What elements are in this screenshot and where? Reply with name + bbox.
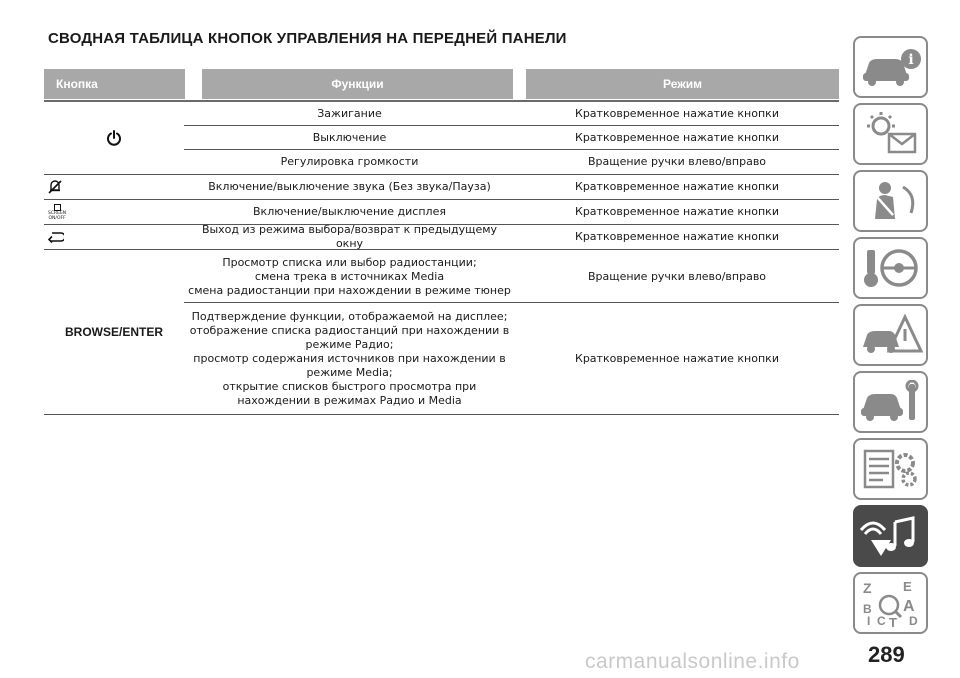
mode-cell: Кратковременное нажатие кнопки [575, 180, 779, 193]
table-row [184, 150, 839, 174]
index-letter: I [866, 614, 870, 628]
tab-index[interactable] [853, 572, 928, 634]
function-line: смена трека в источниках Media [254, 269, 445, 283]
emergency-icon [859, 313, 923, 357]
table-row [44, 200, 839, 225]
index-letter: Z [862, 580, 872, 596]
header-button: Кнопка [44, 69, 185, 99]
function-cell: Включение/выключение дисплея [253, 205, 446, 218]
function-line: открытие списков быстрого просмотра при [222, 379, 477, 393]
table-row [184, 250, 839, 303]
seatbelt-airbag-icon [859, 179, 923, 223]
page-number: 289 [868, 642, 905, 667]
mode-cell: Кратковременное нажатие кнопки [575, 205, 779, 218]
power-icon [106, 130, 122, 146]
function-cell [184, 250, 515, 303]
function-line: режиме Радио; [305, 337, 394, 351]
table-row [184, 303, 839, 414]
mode-cell: Вращение ручки влево/вправо [587, 269, 767, 283]
function-cell: Зажигание [317, 107, 382, 120]
function-line: отображение списка радиостанций при нахождении в [189, 323, 510, 337]
header-function: Функции [202, 69, 513, 99]
screen-icon-label: SCREEN [48, 210, 67, 216]
index-letter: T [888, 615, 897, 629]
svg-text:i: i [907, 52, 914, 68]
index-letter: C [876, 614, 886, 628]
table-row [184, 126, 839, 150]
screen-button-cell [44, 200, 184, 224]
mode-cell: Кратковременное нажатие кнопки [575, 107, 779, 120]
watermark: carmanualsonline.info [585, 650, 800, 673]
tab-technical-data[interactable] [853, 438, 928, 500]
index-letter: B [862, 602, 872, 616]
car-maintenance-icon [859, 380, 923, 424]
function-cell: Регулировка громкости [280, 155, 419, 168]
back-arrow-icon [48, 231, 64, 243]
index-letter: E [902, 579, 912, 594]
index-letter: D [908, 614, 918, 628]
browse-group [44, 250, 839, 415]
index-letter: A [902, 598, 915, 615]
mode-cell: Кратковременное нажатие кнопки [575, 131, 779, 144]
technical-data-icon [859, 447, 923, 491]
tab-safety[interactable] [853, 170, 928, 232]
mute-button-cell [44, 175, 184, 199]
browse-button-label: BROWSE/ENTER [64, 325, 163, 339]
power-group [44, 102, 839, 175]
function-cell: Выключение [312, 131, 387, 144]
mode-cell: Кратковременное нажатие кнопки [575, 351, 779, 365]
chapter-sidebar [853, 36, 928, 639]
steering-key-icon [859, 246, 923, 290]
table-header [44, 69, 839, 99]
tab-emergency[interactable] [853, 304, 928, 366]
car-info-icon [859, 45, 923, 89]
table-row [184, 102, 839, 126]
function-line: Просмотр списка или выбор радиостанции; [222, 255, 477, 269]
table-row [44, 225, 839, 250]
tab-car-info[interactable] [853, 36, 928, 98]
tab-maintenance[interactable] [853, 371, 928, 433]
screen-onoff-icon [48, 204, 66, 221]
index-icon [859, 577, 923, 629]
function-line: просмотр содержания источников при нахождении в [193, 351, 506, 365]
tab-starting-driving[interactable] [853, 237, 928, 299]
back-button-cell [44, 225, 184, 249]
mode-cell: Кратковременное нажатие кнопки [575, 230, 779, 243]
multimedia-icon [859, 514, 923, 558]
table-row [44, 175, 839, 200]
function-cell [184, 303, 515, 414]
mode-cell: Вращение ручки влево/вправо [587, 155, 767, 168]
mute-icon [48, 180, 62, 194]
function-cell: Выход из режима выбора/возврат к предыдущему окну [201, 223, 498, 250]
tab-warning-lights[interactable] [853, 103, 928, 165]
controls-table [44, 69, 839, 415]
header-mode: Режим [526, 69, 839, 99]
warning-light-icon [859, 112, 923, 156]
function-line: Подтверждение функции, отображаемой на дисплее; [191, 309, 508, 323]
tab-multimedia[interactable] [853, 505, 928, 567]
function-line: режиме Media; [306, 365, 393, 379]
function-cell: Включение/выключение звука (Без звука/Пауза) [208, 180, 491, 193]
screen-icon-label-2: ON/OFF [48, 215, 66, 221]
page-title: СВОДНАЯ ТАБЛИЦА КНОПОК УПРАВЛЕНИЯ НА ПЕРЕДНЕЙ ПАНЕЛИ [48, 30, 567, 47]
power-button-cell [44, 102, 184, 174]
function-line: смена радиостанции при нахождении в режиме тюнер [188, 283, 511, 297]
function-line: нахождении в режимах Радио и Media [237, 393, 462, 407]
